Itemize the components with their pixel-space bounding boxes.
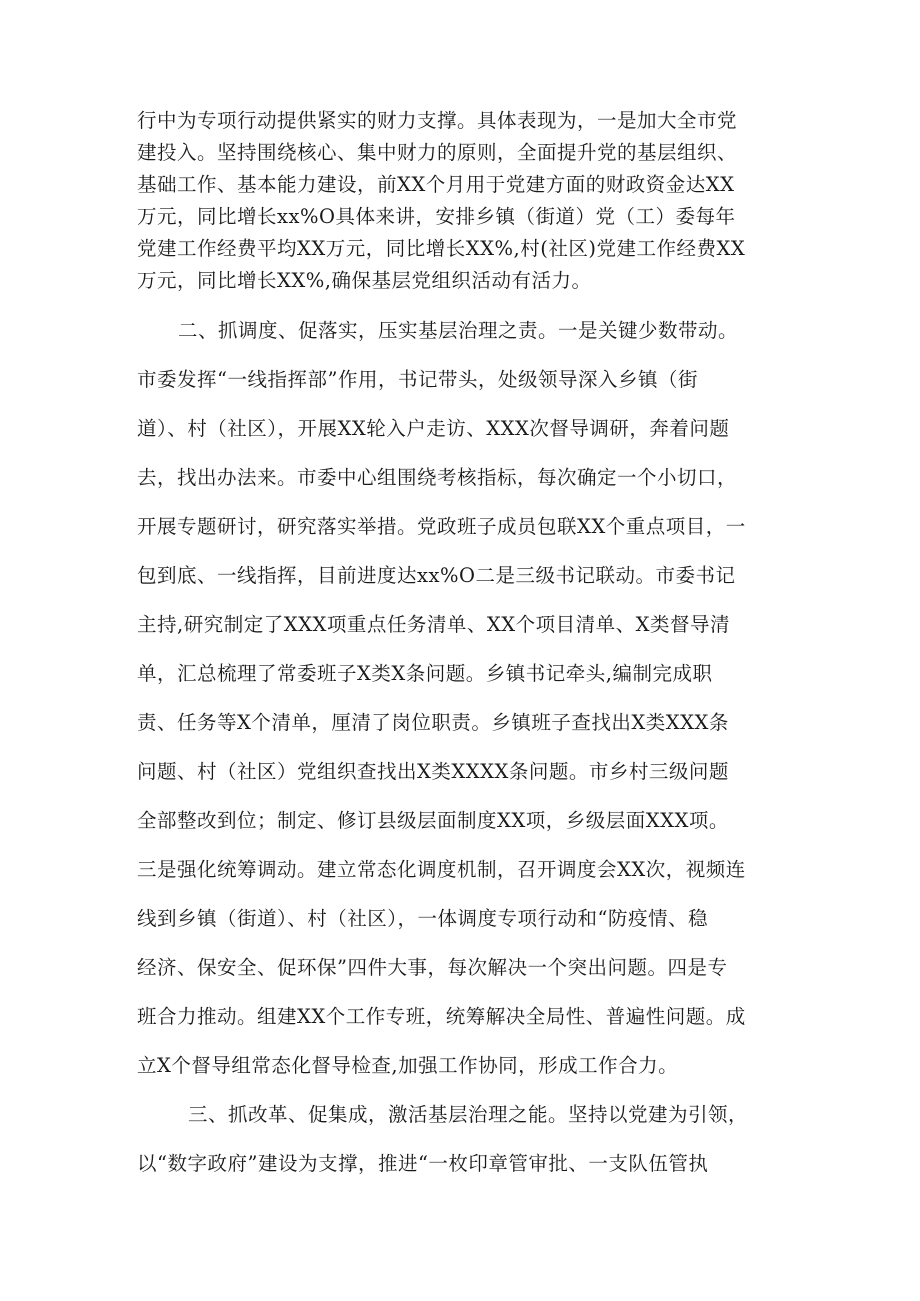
- paragraph-2-line-3: 道）、村（社区），开展XX轮入户走访、XXX次督导调研，奔着问题: [137, 417, 730, 440]
- paragraph-2-line-15: 班合力推动。组建XX个工作专班，统筹解决全局性、普遍性问题。成: [137, 1005, 746, 1028]
- paragraph-2-line-13: 线到乡镇（街道）、村（社区），一体调度专项行动和“防疫情、稳: [137, 907, 708, 930]
- paragraph-2-line-16: 立X个督导组常态化督导检查,加强工作协同，形成工作合力。: [137, 1054, 679, 1077]
- paragraph-3-line-1: 三、抓改革、促集成，激活基层治理之能。坚持以党建为引领，: [188, 1103, 749, 1126]
- paragraph-1-line-5: 党建工作经费平均XX万元，同比增长XX%,村(社区)党建工作经费XX: [137, 237, 746, 260]
- paragraph-2-line-4: 去，找出办法来。市委中心组围绕考核指标，每次确定一个小切口，: [137, 466, 738, 489]
- paragraph-2-line-5: 开展专题研讨，研究落实举措。党政班子成员包联XX个重点项目，一: [137, 515, 746, 538]
- paragraph-2-line-10: 问题、村（社区）党组织查找出X类XXXX条问题。市乡村三级问题: [137, 760, 729, 783]
- paragraph-2-line-14: 经济、保安全、促环保”四件大事，每次解决一个突出问题。四是专: [137, 956, 728, 979]
- paragraph-2-line-6: 包到底、一线指挥，目前进度达xx%O二是三级书记联动。市委书记: [137, 564, 736, 587]
- paragraph-2-line-12: 三是强化统筹调动。建立常态化调度机制，召开调度会XX次，视频连: [137, 858, 746, 881]
- paragraph-1-line-1: 行中为专项行动提供紧实的财力支撑。具体表现为，一是加大全市党: [137, 109, 738, 132]
- paragraph-1-line-2: 建投入。坚持围绕核心、集中财力的原则，全面提升党的基层组织、: [137, 141, 738, 164]
- paragraph-1-line-3: 基础工作、基本能力建设，前XX个月用于党建方面的财政资金达XX: [137, 173, 735, 196]
- paragraph-2-line-8: 单，汇总梳理了常委班子X类X条问题。乡镇书记牵头,编制完成职: [137, 662, 713, 685]
- paragraph-3-line-2: 以“数字政府”建设为支撑，推进“一枚印章管审批、一支队伍管执: [137, 1152, 709, 1175]
- paragraph-2-line-7: 主持,研究制定了XXX项重点任务清单、XX个项目清单、X类督导清: [137, 613, 730, 636]
- paragraph-2-line-1: 二、抓调度、促落实，压实基层治理之责。一是关键少数带动。: [178, 319, 739, 342]
- paragraph-1-line-4: 万元，同比增长xx%O具体来讲，安排乡镇（街道）党（工）委每年: [137, 205, 736, 228]
- paragraph-2-line-11: 全部整改到位；制定、修订县级层面制度XX项，乡级层面XXX项。: [137, 809, 729, 832]
- paragraph-2-line-9: 责、任务等X个清单，厘清了岗位职责。乡镇班子查找出X类XXX条: [137, 711, 729, 734]
- paragraph-1-line-6: 万元，同比增长XX%,确保基层党组织活动有活力。: [137, 269, 592, 292]
- paragraph-2-line-2: 市委发挥“一线指挥部”作用，书记带头，处级领导深入乡镇（街: [137, 368, 698, 391]
